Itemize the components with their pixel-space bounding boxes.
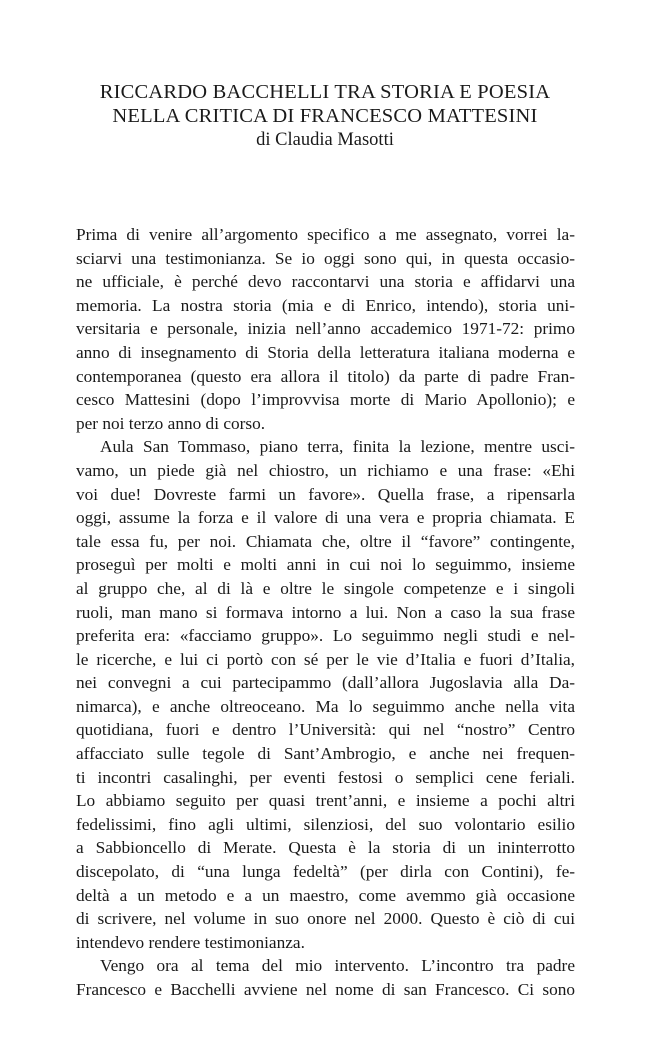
text-line: versitaria e personale, inizia nell’anno accademico 1971-72: primo xyxy=(76,319,575,339)
text-line: Vengo ora al tema del mio intervento. L’incontro tra padre xyxy=(100,956,575,976)
text-line: Lo abbiamo seguito per quasi trent’anni, e insieme a pochi altri xyxy=(76,791,575,811)
paragraph xyxy=(76,223,575,435)
text-line: vamo, un piede già nel chiostro, un richiamo e una frase: «Ehi xyxy=(76,460,575,480)
text-line: al gruppo che, al di là e oltre le singole competenze e i singoli xyxy=(76,578,575,598)
text-line: nimarca), e anche oltreoceano. Ma lo seguimmo anche nella vita xyxy=(76,696,575,716)
text-line: intendevo rendere testimonianza. xyxy=(76,932,305,952)
text-line: fedelissimi, fino agli ultimi, silenziosi, del suo volontario esilio xyxy=(76,814,575,834)
text-line: anno di insegnamento di Storia della letteratura italiana moderna e xyxy=(76,342,575,362)
paragraph xyxy=(76,954,575,1001)
text-line: oggi, assume la forza e il valore di una vera e propria chiamata. E xyxy=(76,508,575,528)
text-line: ne ufficiale, è perché devo raccontarvi una storia e affidarvi una xyxy=(76,272,575,292)
text-line: le ricerche, e lui ci portò con sé per le vie d’Italia e fuori d’Italia, xyxy=(76,649,575,669)
text-line: nei convegni a cui partecipammo (dall’allora Jugoslavia alla Da- xyxy=(76,673,575,693)
article-body xyxy=(76,223,575,1002)
text-line: ruoli, man mano si formava intorno a lui. Non a caso la sua frase xyxy=(76,602,575,622)
text-line: Aula San Tommaso, piano terra, finita la lezione, mentre usci- xyxy=(100,437,575,457)
text-line: per noi terzo anno di corso. xyxy=(76,413,266,433)
text-line: Francesco e Bacchelli avviene nel nome di san Francesco. Ci sono xyxy=(76,980,575,999)
text-line: di scrivere, nel volume in suo onore nel 2000. Questo è ciò di cui xyxy=(76,909,575,929)
text-line: proseguì per molti e molti anni in cui noi lo seguimmo, insieme xyxy=(76,555,575,575)
paragraph xyxy=(76,435,575,954)
article-heading xyxy=(0,80,650,152)
text-line: tale essa fu, per noi. Chiamata che, oltre il “favore” contingente, xyxy=(76,531,575,551)
text-line: deltà a un metodo e a un maestro, come avemmo già occasione xyxy=(76,885,575,905)
text-line: preferita era: «facciamo gruppo». Lo seguimmo negli studi e nel- xyxy=(76,626,575,646)
text-line: contemporanea (questo era allora il titolo) da parte di padre Fran- xyxy=(76,366,575,386)
article-title-line-1: RICCARDO BACCHELLI TRA STORIA E POESIA xyxy=(99,81,551,103)
article-title-line-2: NELLA CRITICA DI FRANCESCO MATTESINI xyxy=(112,105,538,127)
text-line: a Sabbioncello di Merate. Questa è la storia di un ininterrotto xyxy=(76,838,575,858)
text-line: cesco Mattesini (dopo l’improvvisa morte di Mario Apollonio); e xyxy=(76,390,575,410)
text-line: quotidiana, fuori e dentro l’Università: qui nel “nostro” Centro xyxy=(76,720,575,740)
text-line: affacciato sulle tegole di Sant’Ambrogio, e anche nei frequen- xyxy=(76,744,575,764)
text-line: ti incontri casalinghi, per eventi festosi o semplici cene feriali. xyxy=(76,767,575,787)
text-line: voi due! Dovreste farmi un favore». Quella frase, a ripensarla xyxy=(76,484,575,504)
text-line: memoria. La nostra storia (mia e di Enrico, intendo), storia uni- xyxy=(76,295,575,315)
text-line: sciarvi una testimonianza. Se io oggi sono qui, in questa occasio- xyxy=(76,248,575,268)
text-line: Prima di venire all’argomento specifico a me assegnato, vorrei la- xyxy=(76,225,575,244)
text-line: discepolato, di “una lunga fedeltà” (per dirla con Contini), fe- xyxy=(76,862,575,882)
article-byline: di Claudia Masotti xyxy=(256,130,394,150)
